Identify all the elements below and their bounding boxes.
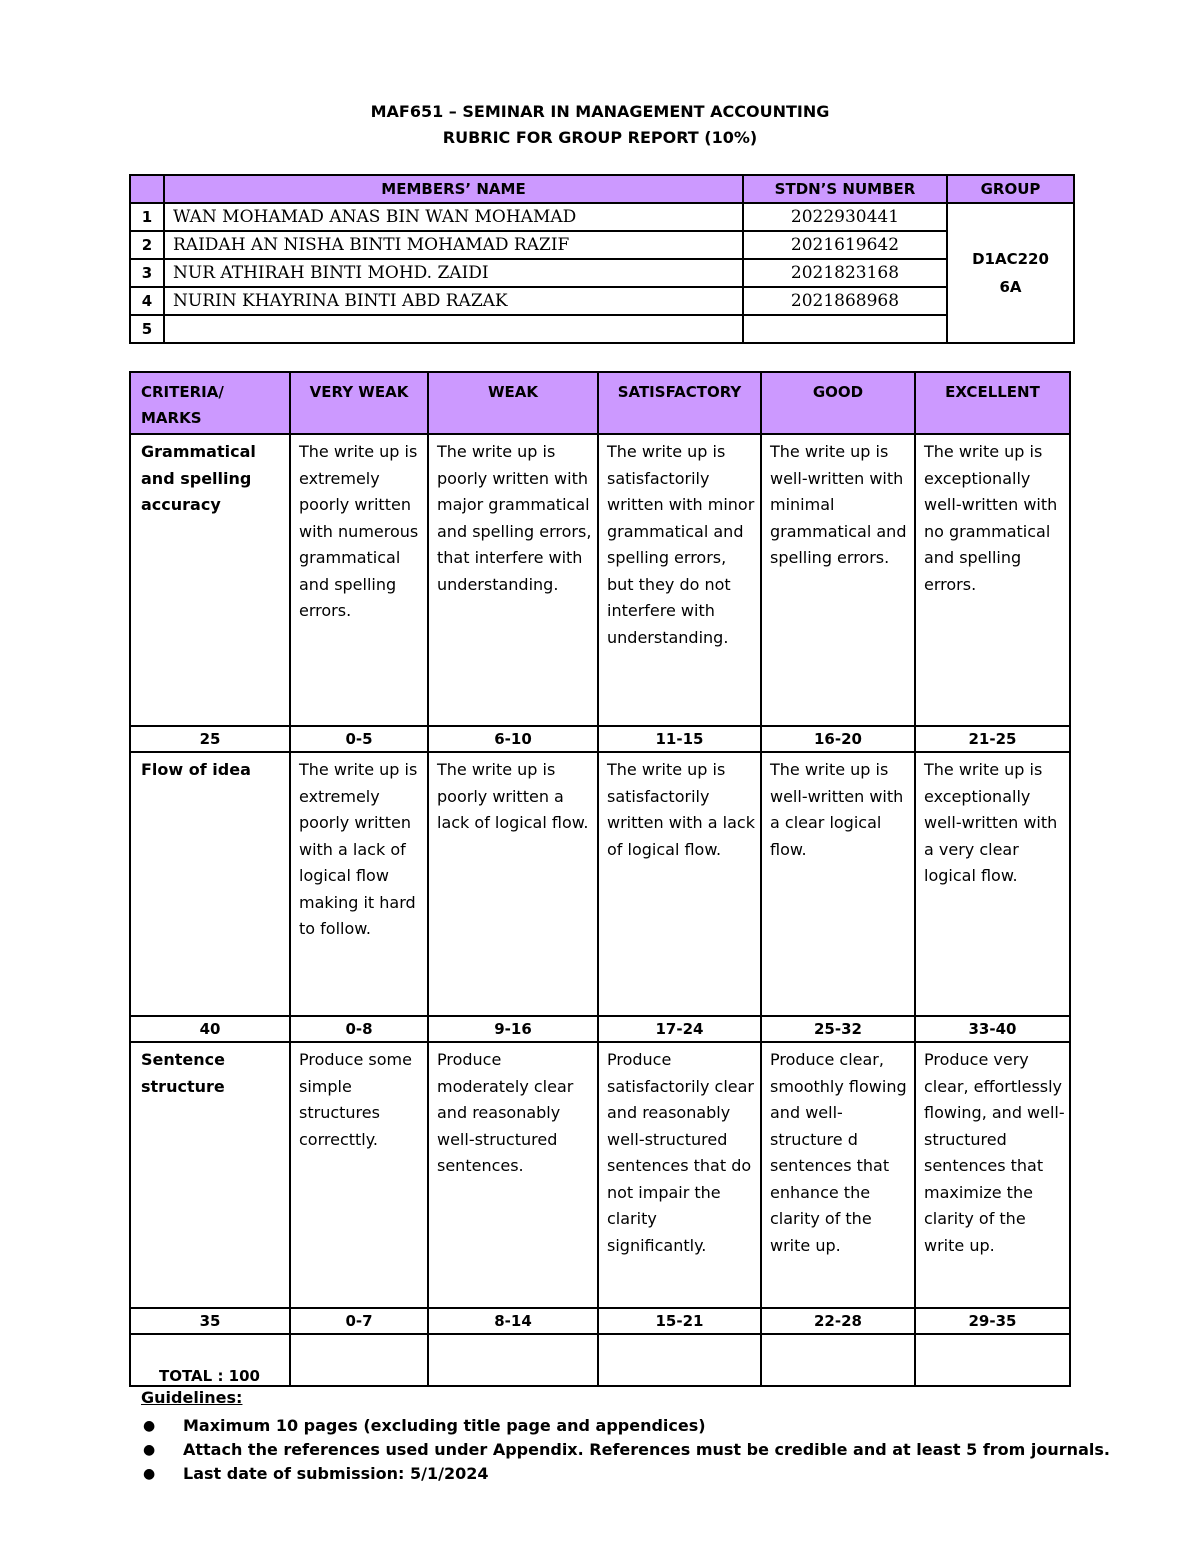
criterion-description: Produce moderately clear and reasonably well-structured sentences. [428, 1042, 598, 1308]
members-header-no [130, 175, 164, 203]
marks-range: 16-20 [761, 726, 915, 752]
criterion-name: Flow of idea [130, 752, 290, 1016]
total-cell [290, 1334, 428, 1386]
member-number: 4 [130, 287, 164, 315]
marks-range: 6-10 [428, 726, 598, 752]
guideline-item [141, 1462, 1110, 1486]
document-title: MAF651 – SEMINAR IN MANAGEMENT ACCOUNTING [370, 102, 830, 121]
marks-range: 0-5 [290, 726, 428, 752]
criterion-description: The write up is well-written with a clear logical flow. [761, 752, 915, 1016]
total-row [130, 1334, 1070, 1386]
marks-row [130, 726, 1070, 752]
criterion-description: The write up is well-written with minimal grammatical and spelling errors. [761, 434, 915, 726]
group-section: 6A [999, 278, 1022, 296]
header-good: GOOD [761, 372, 915, 434]
criterion-name: Sentence structure [130, 1042, 290, 1308]
criterion-name: Grammatical and spelling accuracy [130, 434, 290, 726]
member-number: 5 [130, 315, 164, 343]
member-name: NURIN KHAYRINA BINTI ABD RAZAK [164, 287, 743, 315]
marks-range: 21-25 [915, 726, 1070, 752]
member-row [130, 287, 1074, 315]
criterion-description: Produce satisfactorily clear and reasonably well-structured sentences that do not impair the clarity significantly. [598, 1042, 761, 1308]
criterion-description: The write up is extremely poorly written with a lack of logical flow making it hard to follow. [290, 752, 428, 1016]
member-name [164, 315, 743, 343]
marks-row [130, 1308, 1070, 1334]
criterion-description: The write up is poorly written with major grammatical and spelling errors, that interfere with understanding. [428, 434, 598, 726]
guideline-item [141, 1438, 1110, 1462]
member-name: NUR ATHIRAH BINTI MOHD. ZAIDI [164, 259, 743, 287]
criterion-total-marks: 40 [130, 1016, 290, 1042]
rubric-table [129, 371, 1071, 1387]
member-student-number: 2021868968 [743, 287, 947, 315]
members-table [129, 174, 1075, 344]
guidelines-list [141, 1414, 1110, 1486]
header-criteria-marks: CRITERIA/ MARKS [130, 372, 290, 434]
member-row [130, 315, 1074, 343]
group-code: D1AC220 [972, 250, 1049, 268]
marks-range: 17-24 [598, 1016, 761, 1042]
header-satisfactory: SATISFACTORY [598, 372, 761, 434]
member-student-number: 2021823168 [743, 259, 947, 287]
header-weak: WEAK [428, 372, 598, 434]
members-header-number: STDN’S NUMBER [743, 175, 947, 203]
header-very-weak: VERY WEAK [290, 372, 428, 434]
marks-row [130, 1016, 1070, 1042]
member-number: 3 [130, 259, 164, 287]
criterion-total-marks: 25 [130, 726, 290, 752]
marks-range: 8-14 [428, 1308, 598, 1334]
header-excellent: EXCELLENT [915, 372, 1070, 434]
document-subtitle: RUBRIC FOR GROUP REPORT (10%) [442, 128, 758, 147]
criterion-row [130, 1042, 1070, 1308]
criterion-description: Produce clear, smoothly flowing and well-structure d sentences that enhance the clarity of the write up. [761, 1042, 915, 1308]
member-number: 1 [130, 203, 164, 231]
bullet-icon: ● [143, 1418, 156, 1434]
marks-range: 9-16 [428, 1016, 598, 1042]
criterion-description: The write up is poorly written a lack of logical flow. [428, 752, 598, 1016]
members-header-group: GROUP [947, 175, 1074, 203]
total-cell [598, 1334, 761, 1386]
member-student-number: 2022930441 [743, 203, 947, 231]
member-row [130, 203, 1074, 231]
marks-range: 25-32 [761, 1016, 915, 1042]
members-header-name: MEMBERS’ NAME [164, 175, 743, 203]
member-name: WAN MOHAMAD ANAS BIN WAN MOHAMAD [164, 203, 743, 231]
marks-range: 29-35 [915, 1308, 1070, 1334]
guideline-text: Attach the references used under Appendix. References must be credible and at least 5 from journals. [183, 1440, 1110, 1459]
marks-range: 0-8 [290, 1016, 428, 1042]
criterion-row [130, 752, 1070, 1016]
guideline-item [141, 1414, 1110, 1438]
criterion-description: Produce some simple structures correcttly. [290, 1042, 428, 1308]
marks-range: 0-7 [290, 1308, 428, 1334]
total-cell [428, 1334, 598, 1386]
total-label: TOTAL : 100 [130, 1334, 290, 1386]
guidelines-title: Guidelines: [141, 1388, 243, 1407]
marks-range: 11-15 [598, 726, 761, 752]
member-row [130, 231, 1074, 259]
member-number: 2 [130, 231, 164, 259]
member-name: RAIDAH AN NISHA BINTI MOHAMAD RAZIF [164, 231, 743, 259]
criterion-description: The write up is exceptionally well-written with a very clear logical flow. [915, 752, 1070, 1016]
bullet-icon: ● [143, 1466, 156, 1482]
criterion-total-marks: 35 [130, 1308, 290, 1334]
total-cell [761, 1334, 915, 1386]
members-header-row [130, 175, 1074, 203]
guideline-text: Last date of submission: 5/1/2024 [183, 1464, 489, 1483]
rubric-header-row [130, 372, 1070, 434]
criterion-row [130, 434, 1070, 726]
marks-range: 22-28 [761, 1308, 915, 1334]
criterion-description: The write up is satisfactorily written with minor grammatical and spelling errors, but they do not interfere with understanding. [598, 434, 761, 726]
total-cell [915, 1334, 1070, 1386]
marks-range: 15-21 [598, 1308, 761, 1334]
marks-range: 33-40 [915, 1016, 1070, 1042]
group-cell [947, 203, 1074, 343]
bullet-icon: ● [143, 1442, 156, 1458]
guideline-text: Maximum 10 pages (excluding title page and appendices) [183, 1416, 706, 1435]
member-student-number: 2021619642 [743, 231, 947, 259]
member-student-number [743, 315, 947, 343]
criterion-description: Produce very clear, effortlessly flowing, and well-structured sentences that maximize the clarity of the write up. [915, 1042, 1070, 1308]
criterion-description: The write up is exceptionally well-written with no grammatical and spelling errors. [915, 434, 1070, 726]
criterion-description: The write up is satisfactorily written with a lack of logical flow. [598, 752, 761, 1016]
criterion-description: The write up is extremely poorly written with numerous grammatical and spelling errors. [290, 434, 428, 726]
member-row [130, 259, 1074, 287]
